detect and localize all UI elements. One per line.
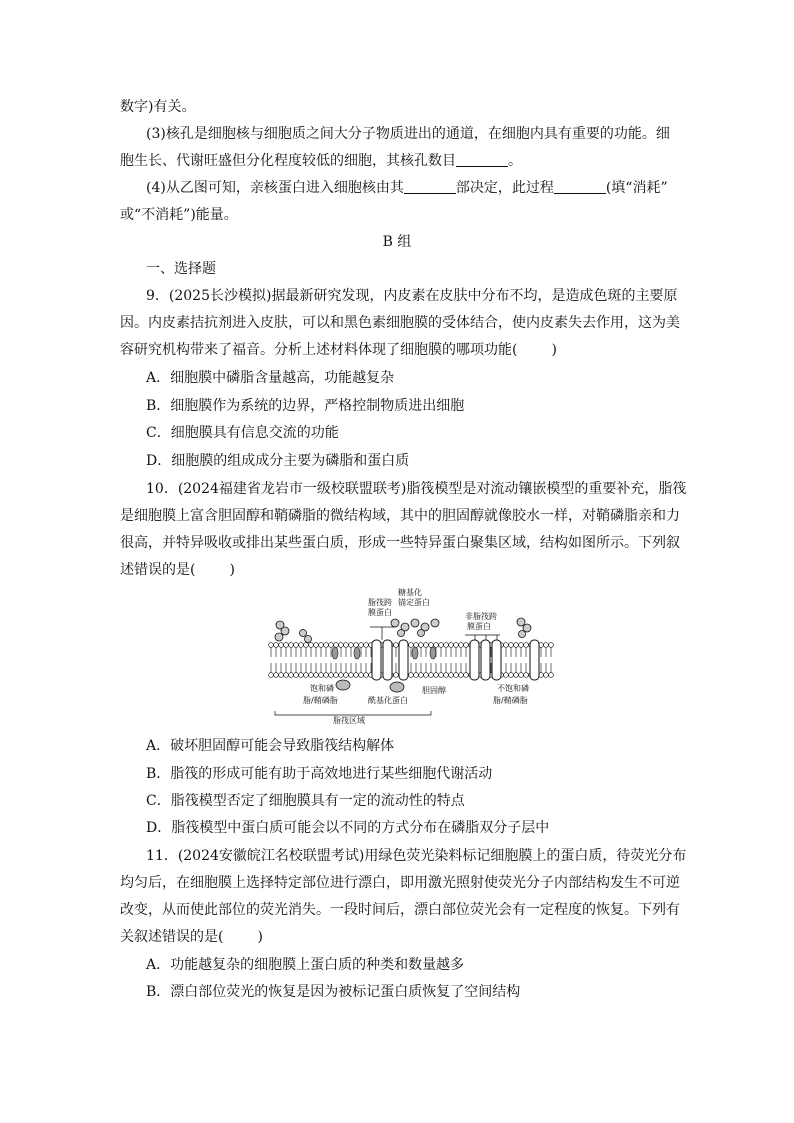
text-span: (填“消耗”: [605, 180, 668, 196]
q10-option-a: A．破坏胆固醇可能会导致脂筏结构解体: [146, 738, 395, 754]
label-raft-transmembrane-1: 脂筏跨: [368, 598, 392, 607]
label-unsaturated-lipid-1: 不饱和磷: [497, 684, 529, 693]
lipid-raft-diagram: [265, 585, 565, 725]
q11-line: 均匀后，在细胞膜上选择特定部位进行漂白，即用激光照射使荧光分子内部结构发生不可逆: [120, 875, 680, 891]
text-span: 容研究机构带来了福音。分析上述材料体现了细胞膜的哪项功能(: [120, 342, 518, 358]
label-acylated-protein: 酰基化蛋白: [368, 696, 408, 705]
q10-option-b: B．脂筏的形成可能有助于高效地进行某些细胞代谢活动: [146, 766, 493, 782]
answer-blank: [404, 179, 456, 194]
text-span: 胞生长、代谢旺盛但分化程度较低的细胞，其核孔数目: [120, 153, 456, 169]
text-span: ): [229, 562, 235, 578]
q9-option-b: B．细胞膜作为系统的边界，严格控制物质进出细胞: [146, 398, 465, 414]
answer-blank: [456, 152, 508, 167]
q9-option-d: D．细胞膜的组成成分主要为磷脂和蛋白质: [146, 453, 410, 469]
text-span: ): [551, 342, 557, 358]
q10-line: 是细胞膜上富含胆固醇和鞘磷脂的微结构域，其中的胆固醇就像胶水一样，对鞘磷脂亲和力: [120, 508, 680, 524]
q11-line: 11．(2024安徽皖江名校联盟考试)用绿色荧光染料标记细胞膜上的蛋白质，待荧光分布: [146, 848, 687, 864]
acylated-proteins: [336, 680, 404, 692]
label-nonraft-transmembrane-1: 非脂筏跨: [465, 612, 497, 621]
q9-option-a: A．细胞膜中磷脂含量越高，功能越复杂: [146, 370, 395, 386]
text-line: 数字)有关。: [120, 99, 196, 115]
q10-line: [120, 560, 235, 580]
section-title: 一、选择题: [146, 261, 216, 277]
group-title: B 组: [382, 234, 412, 250]
label-nonraft-transmembrane-2: 膜蛋白: [467, 622, 491, 631]
glycan-clusters: [275, 618, 531, 643]
text-span: 关叙述错误的是(: [120, 929, 224, 945]
label-saturated-lipid-1: 饱和磷: [310, 684, 334, 693]
text-line: [120, 151, 522, 171]
q11-option-b: B．漂白部位荧光的恢复是因为被标记蛋白质恢复了空间结构: [146, 984, 521, 1000]
answer-blank: [554, 179, 606, 194]
text-span: (4)从乙图可知，亲核蛋白进入细胞核由其: [146, 180, 404, 196]
text-span: 述错误的是(: [120, 562, 196, 578]
label-raft-transmembrane-2: 膜蛋白: [368, 608, 392, 617]
text-line: (3)核孔是细胞核与细胞质之间大分子物质进出的通道，在细胞内具有重要的功能。细: [146, 126, 670, 142]
q11-option-a: A．功能越复杂的细胞膜上蛋白质的种类和数量越多: [146, 957, 465, 973]
q9-option-c: C．细胞膜具有信息交流的功能: [146, 425, 339, 441]
text-line: [146, 178, 668, 198]
label-raft-region: 脂筏区域: [333, 716, 365, 725]
q9-line: 因。内皮素拮抗剂进入皮肤，可以和黑色素细胞膜的受体结合，使内皮素失去作用，这为美: [120, 315, 680, 331]
label-gpi-anchored-2: 锚定蛋白: [398, 598, 430, 607]
q11-line: 改变，从而使此部位的荧光消失。一段时间后，漂白部位荧光会有一定程度的恢复。下列有: [120, 902, 680, 918]
text-span: 。: [508, 153, 522, 169]
q10-option-d: D．脂筏模型中蛋白质可能会以不同的方式分布在磷脂双分子层中: [146, 820, 550, 836]
label-saturated-lipid-2: 脂/鞘磷脂: [303, 696, 338, 705]
q9-line: 9．(2025长沙模拟)据最新研究发现，内皮素在皮肤中分布不均，是造成色斑的主要原: [146, 288, 678, 304]
text-span: 部决定，此过程: [455, 180, 554, 196]
text-line: 或“不消耗”)能量。: [120, 207, 238, 223]
text-span: ): [257, 929, 263, 945]
q10-line: 很高，并特异吸收或排出某些蛋白质，形成一些特异蛋白聚集区域，结构如图所示。下列叙: [120, 535, 680, 551]
label-unsaturated-lipid-2: 脂/鞘磷脂: [493, 696, 528, 705]
phospholipid-bilayer: [269, 643, 554, 678]
label-cholesterol: 胆固醇: [422, 686, 446, 695]
q10-option-c: C．脂筏模型否定了细胞膜具有一定的流动性的特点: [146, 793, 465, 809]
label-gpi-anchored-1: 糖基化: [398, 588, 422, 597]
q9-line: [120, 340, 557, 360]
q11-line: [120, 927, 263, 947]
q10-line: 10．(2024福建省龙岩市一级校联盟联考)脂筏模型是对流动镶嵌模型的重要补充，脂筏: [146, 481, 687, 497]
